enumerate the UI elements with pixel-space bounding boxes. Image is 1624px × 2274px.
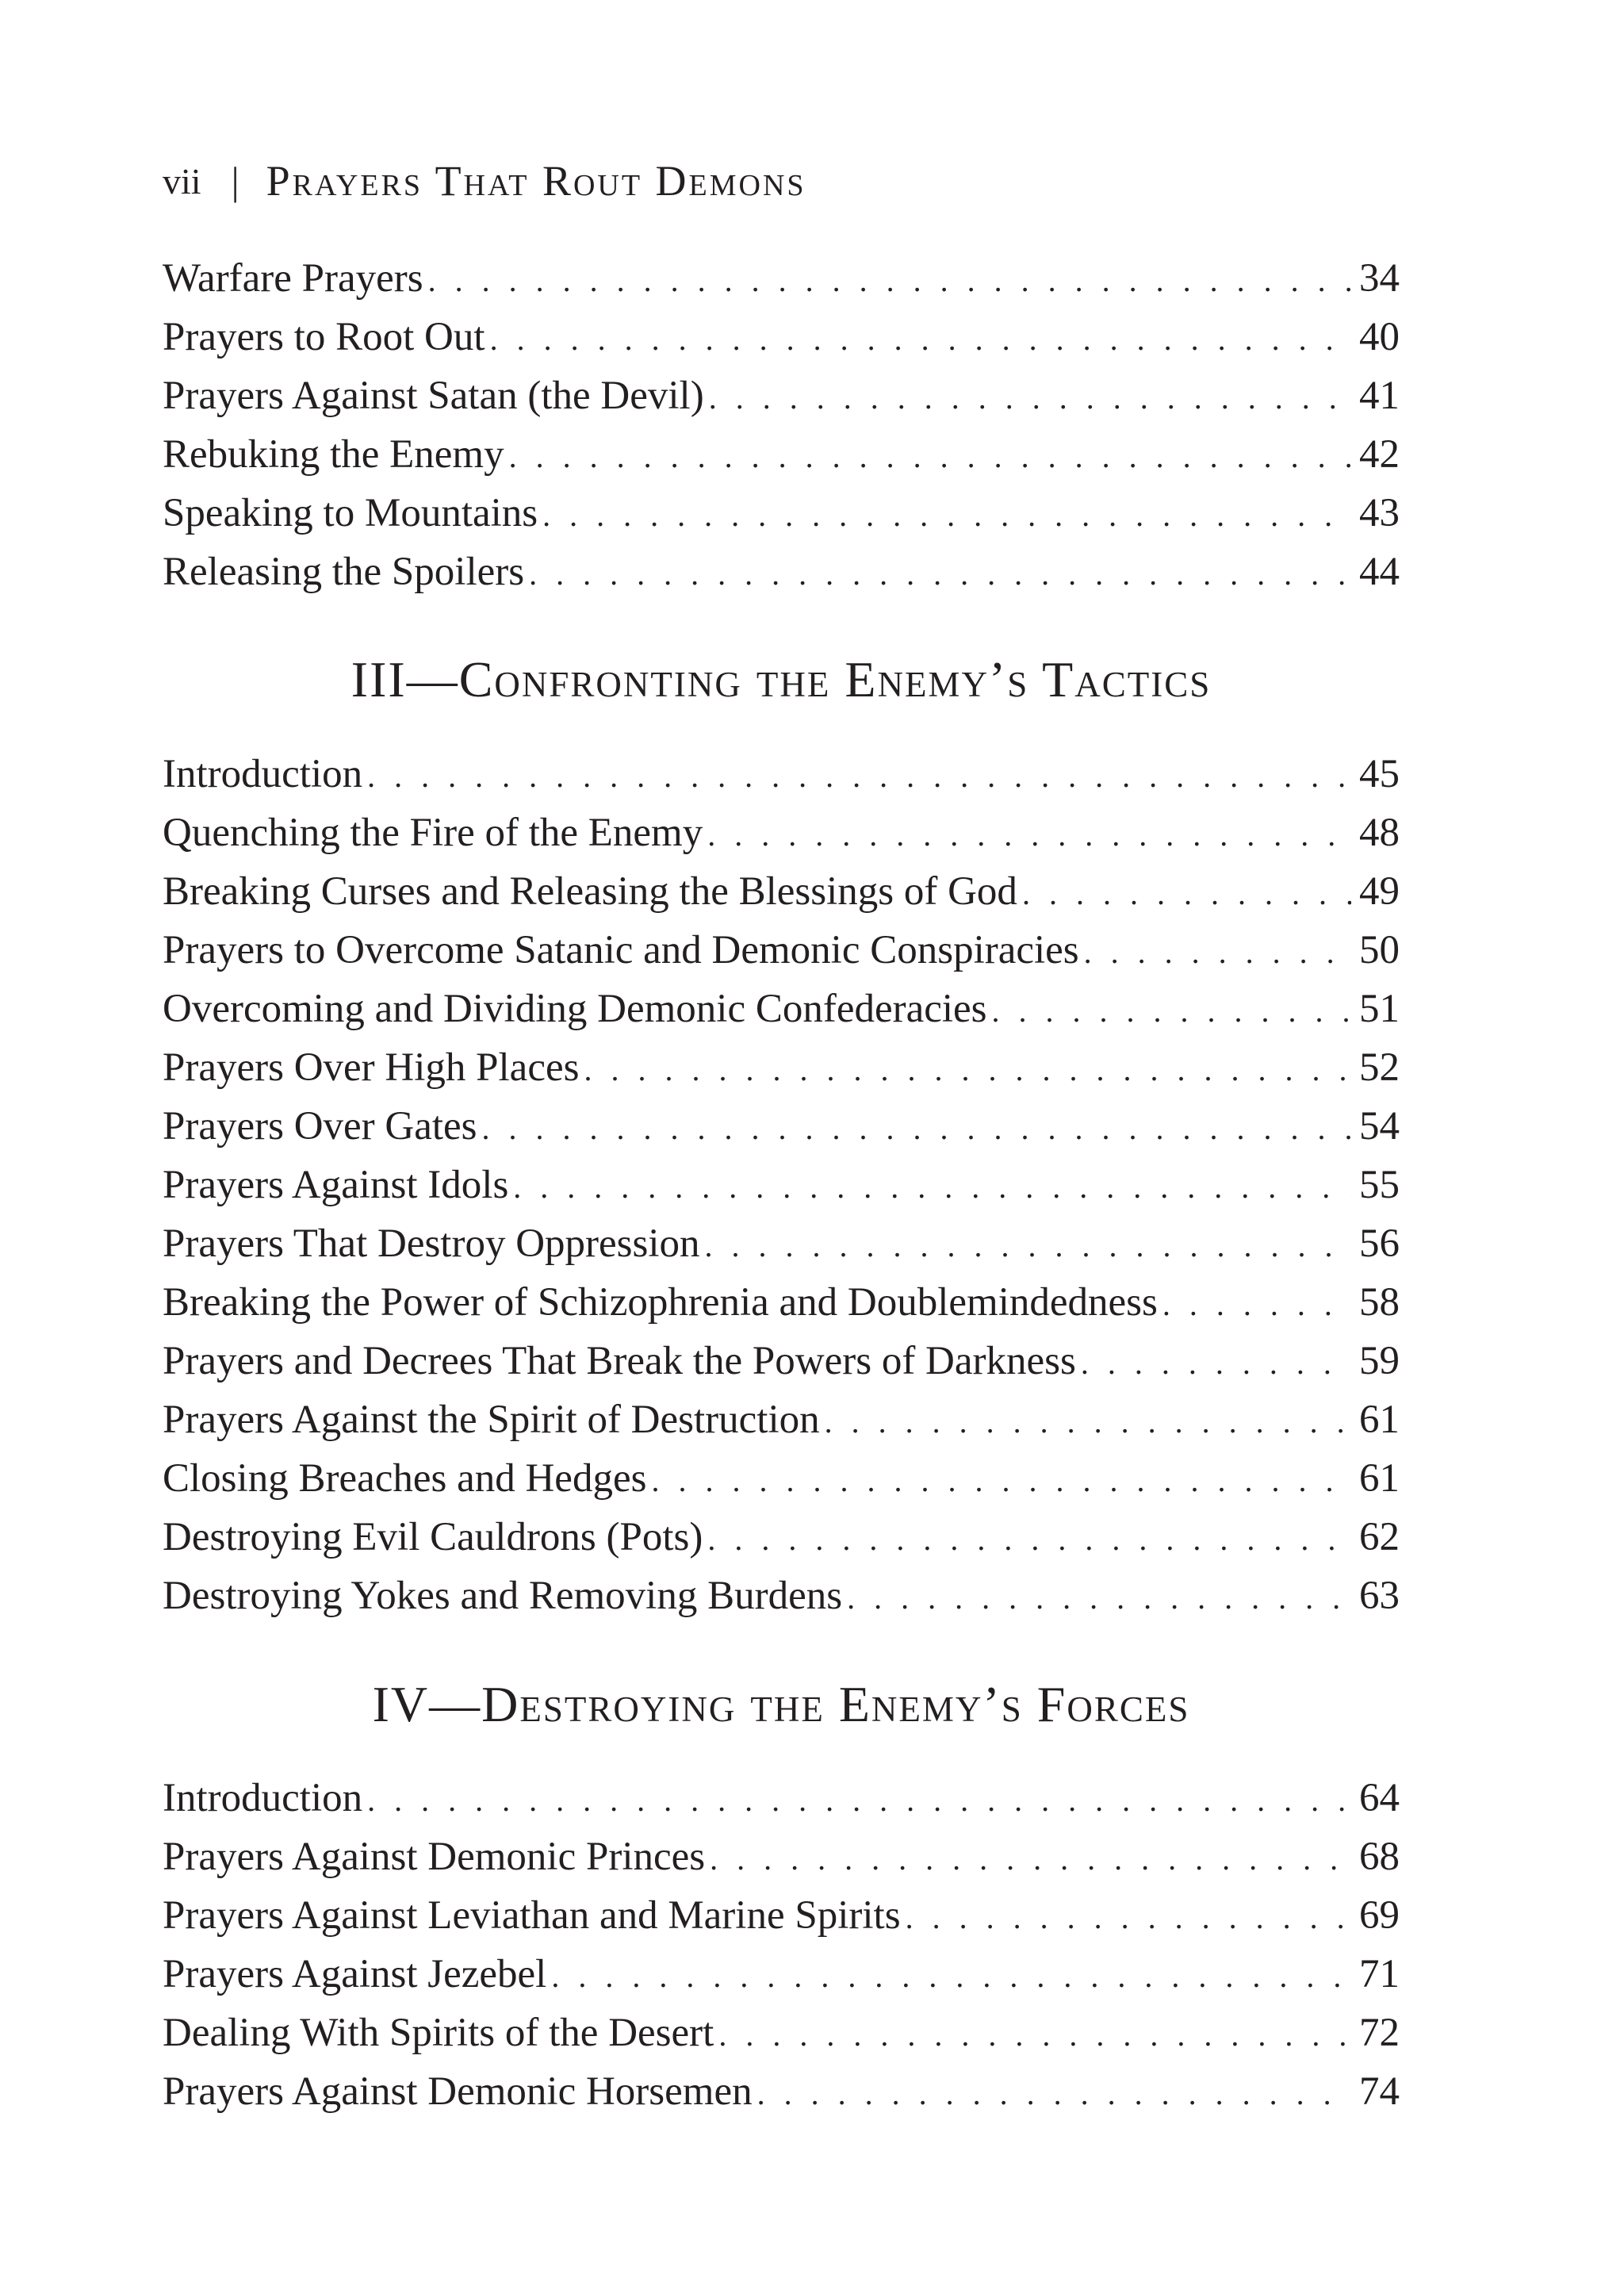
dot-leader [584, 1041, 1351, 1097]
dot-leader [825, 1393, 1351, 1449]
dot-leader [428, 251, 1351, 308]
toc-entry-title: Destroying Yokes and Removing Burdens [163, 1574, 843, 1618]
toc-entry[interactable] [163, 1097, 1400, 1156]
toc-entry-title: Speaking to Mountains [163, 491, 538, 535]
toc-entry-title: Destroying Evil Cauldrons (Pots) [163, 1515, 703, 1559]
toc-entry[interactable] [163, 862, 1400, 921]
toc-entry-title: Prayers Against Idols [163, 1163, 509, 1207]
dot-leader [707, 1510, 1351, 1566]
toc-entry-page: 72 [1359, 2011, 1400, 2055]
toc-entry-page: 74 [1359, 2069, 1400, 2114]
dot-leader [651, 1451, 1351, 1508]
book-title: Prayers That Rout Demons [266, 157, 806, 205]
toc-entry-title: Prayers and Decrees That Break the Powers of Darkness [163, 1339, 1076, 1383]
toc-entry-page: 54 [1359, 1104, 1400, 1149]
toc-entry[interactable] [163, 1214, 1400, 1273]
toc-entry-page: 48 [1359, 811, 1400, 855]
toc-entry-title: Breaking the Power of Schizophrenia and Doublemindedness [163, 1280, 1158, 1325]
toc-entry-title: Quenching the Fire of the Enemy [163, 811, 703, 855]
toc-entry-page: 44 [1359, 550, 1400, 594]
dot-leader [718, 2006, 1351, 2062]
toc-entry[interactable] [163, 980, 1400, 1038]
toc-entry-page: 68 [1359, 1835, 1400, 1879]
dot-leader [367, 747, 1351, 803]
toc-entry-title: Prayers to Root Out [163, 315, 485, 359]
toc-entry-page: 61 [1359, 1456, 1400, 1501]
toc-entry-title: Introduction [163, 752, 363, 796]
toc-entry[interactable] [163, 745, 1400, 803]
toc-entry-title: Breaking Curses and Releasing the Blessings of God [163, 869, 1017, 914]
toc-entry-page: 49 [1359, 869, 1400, 914]
dot-leader [709, 369, 1351, 425]
toc-entry-page: 34 [1359, 256, 1400, 301]
toc-section-part-3 [163, 745, 1400, 1625]
dot-leader [757, 2065, 1351, 2121]
toc-entry[interactable] [163, 1449, 1400, 1508]
toc-entry[interactable] [163, 2004, 1400, 2062]
toc-entry-page: 45 [1359, 752, 1400, 796]
section-heading-part-3: III—Confronting the Enemy’s Tactics [350, 651, 1212, 708]
toc-entry[interactable] [163, 2062, 1400, 2121]
dot-leader [707, 806, 1351, 862]
toc-entry-title: Prayers Against the Spirit of Destruction [163, 1398, 820, 1442]
toc-entry-page: 42 [1359, 432, 1400, 477]
dot-leader [847, 1569, 1351, 1625]
toc-entry-title: Releasing the Spoilers [163, 550, 525, 594]
toc-entry[interactable] [163, 1886, 1400, 1945]
dot-leader [710, 1830, 1351, 1886]
dot-leader [906, 1889, 1351, 1945]
toc-entry[interactable] [163, 1038, 1400, 1097]
toc-entry-page: 51 [1359, 987, 1400, 1031]
dot-leader [1162, 1275, 1351, 1332]
toc-entry-page: 58 [1359, 1280, 1400, 1325]
toc-entry-page: 59 [1359, 1339, 1400, 1383]
toc-entry[interactable] [163, 1566, 1400, 1625]
toc-entry-title: Prayers Against Demonic Horsemen [163, 2069, 753, 2114]
toc-entry[interactable] [163, 1332, 1400, 1390]
toc-entry[interactable] [163, 484, 1400, 543]
running-head [163, 149, 806, 213]
toc-entry-page: 41 [1359, 374, 1400, 418]
toc-section-continued [163, 249, 1400, 601]
dot-leader [490, 310, 1351, 366]
dot-leader [1081, 1334, 1351, 1390]
toc-entry[interactable] [163, 249, 1400, 308]
toc-entry-title: Prayers to Overcome Satanic and Demonic Conspiracies [163, 928, 1079, 972]
dot-leader [367, 1771, 1351, 1827]
toc-entry-title: Prayers Over Gates [163, 1104, 477, 1149]
dot-leader [1022, 865, 1351, 921]
toc-entry-page: 52 [1359, 1045, 1400, 1090]
toc-entry-page: 64 [1359, 1776, 1400, 1820]
toc-entry[interactable] [163, 1827, 1400, 1886]
dot-leader [509, 428, 1351, 484]
toc-entry[interactable] [163, 803, 1400, 862]
toc-entry-page: 71 [1359, 1952, 1400, 1996]
toc-entry-title: Warfare Prayers [163, 256, 423, 301]
toc-entry-page: 50 [1359, 928, 1400, 972]
toc-entry-page: 56 [1359, 1221, 1400, 1266]
toc-entry-title: Prayers Against Demonic Princes [163, 1835, 706, 1879]
toc-entry-page: 63 [1359, 1574, 1400, 1618]
toc-entry[interactable] [163, 1508, 1400, 1566]
toc-entry[interactable] [163, 308, 1400, 366]
toc-entry-title: Rebuking the Enemy [163, 432, 504, 477]
toc-entry-title: Dealing With Spirits of the Desert [163, 2011, 714, 2055]
toc-entry[interactable] [163, 921, 1400, 980]
toc-entry[interactable] [163, 425, 1400, 484]
toc-entry-page: 62 [1359, 1515, 1400, 1559]
page-number: vii [163, 160, 201, 201]
dot-leader [542, 486, 1351, 543]
toc-entry-title: Prayers Against Satan (the Devil) [163, 374, 704, 418]
toc-entry-title: Introduction [163, 1776, 363, 1820]
toc-entry[interactable] [163, 1769, 1400, 1827]
toc-entry-page: 43 [1359, 491, 1400, 535]
toc-entry-title: Prayers Against Jezebel [163, 1952, 547, 1996]
toc-entry-page: 40 [1359, 315, 1400, 359]
section-heading-part-4: IV—Destroying the Enemy’s Forces [372, 1676, 1190, 1732]
toc-entry-page: 61 [1359, 1398, 1400, 1442]
running-head-separator: | [231, 159, 239, 203]
toc-entry[interactable] [163, 1945, 1400, 2004]
toc-entry-title: Closing Breaches and Hedges [163, 1456, 647, 1501]
toc-entry[interactable] [163, 366, 1400, 425]
toc-entry-title: Prayers That Destroy Oppression [163, 1221, 700, 1266]
toc-entry-page: 69 [1359, 1893, 1400, 1938]
toc-entry-page: 55 [1359, 1163, 1400, 1207]
toc-section-part-4 [163, 1769, 1400, 2121]
dot-leader [1084, 923, 1351, 980]
toc-entry[interactable] [163, 1390, 1400, 1449]
toc-entry-title: Overcoming and Dividing Demonic Confederacies [163, 987, 987, 1031]
dot-leader [551, 1947, 1351, 2004]
toc-entry[interactable] [163, 1273, 1400, 1332]
toc-entry[interactable] [163, 543, 1400, 601]
dot-leader [705, 1217, 1351, 1273]
toc-entry-title: Prayers Against Leviathan and Marine Spirits [163, 1893, 901, 1938]
dot-leader [529, 545, 1351, 601]
toc-entry-title: Prayers Over High Places [163, 1045, 580, 1090]
dot-leader [513, 1158, 1351, 1214]
dot-leader [992, 982, 1351, 1038]
dot-leader [482, 1099, 1351, 1156]
toc-entry[interactable] [163, 1156, 1400, 1214]
